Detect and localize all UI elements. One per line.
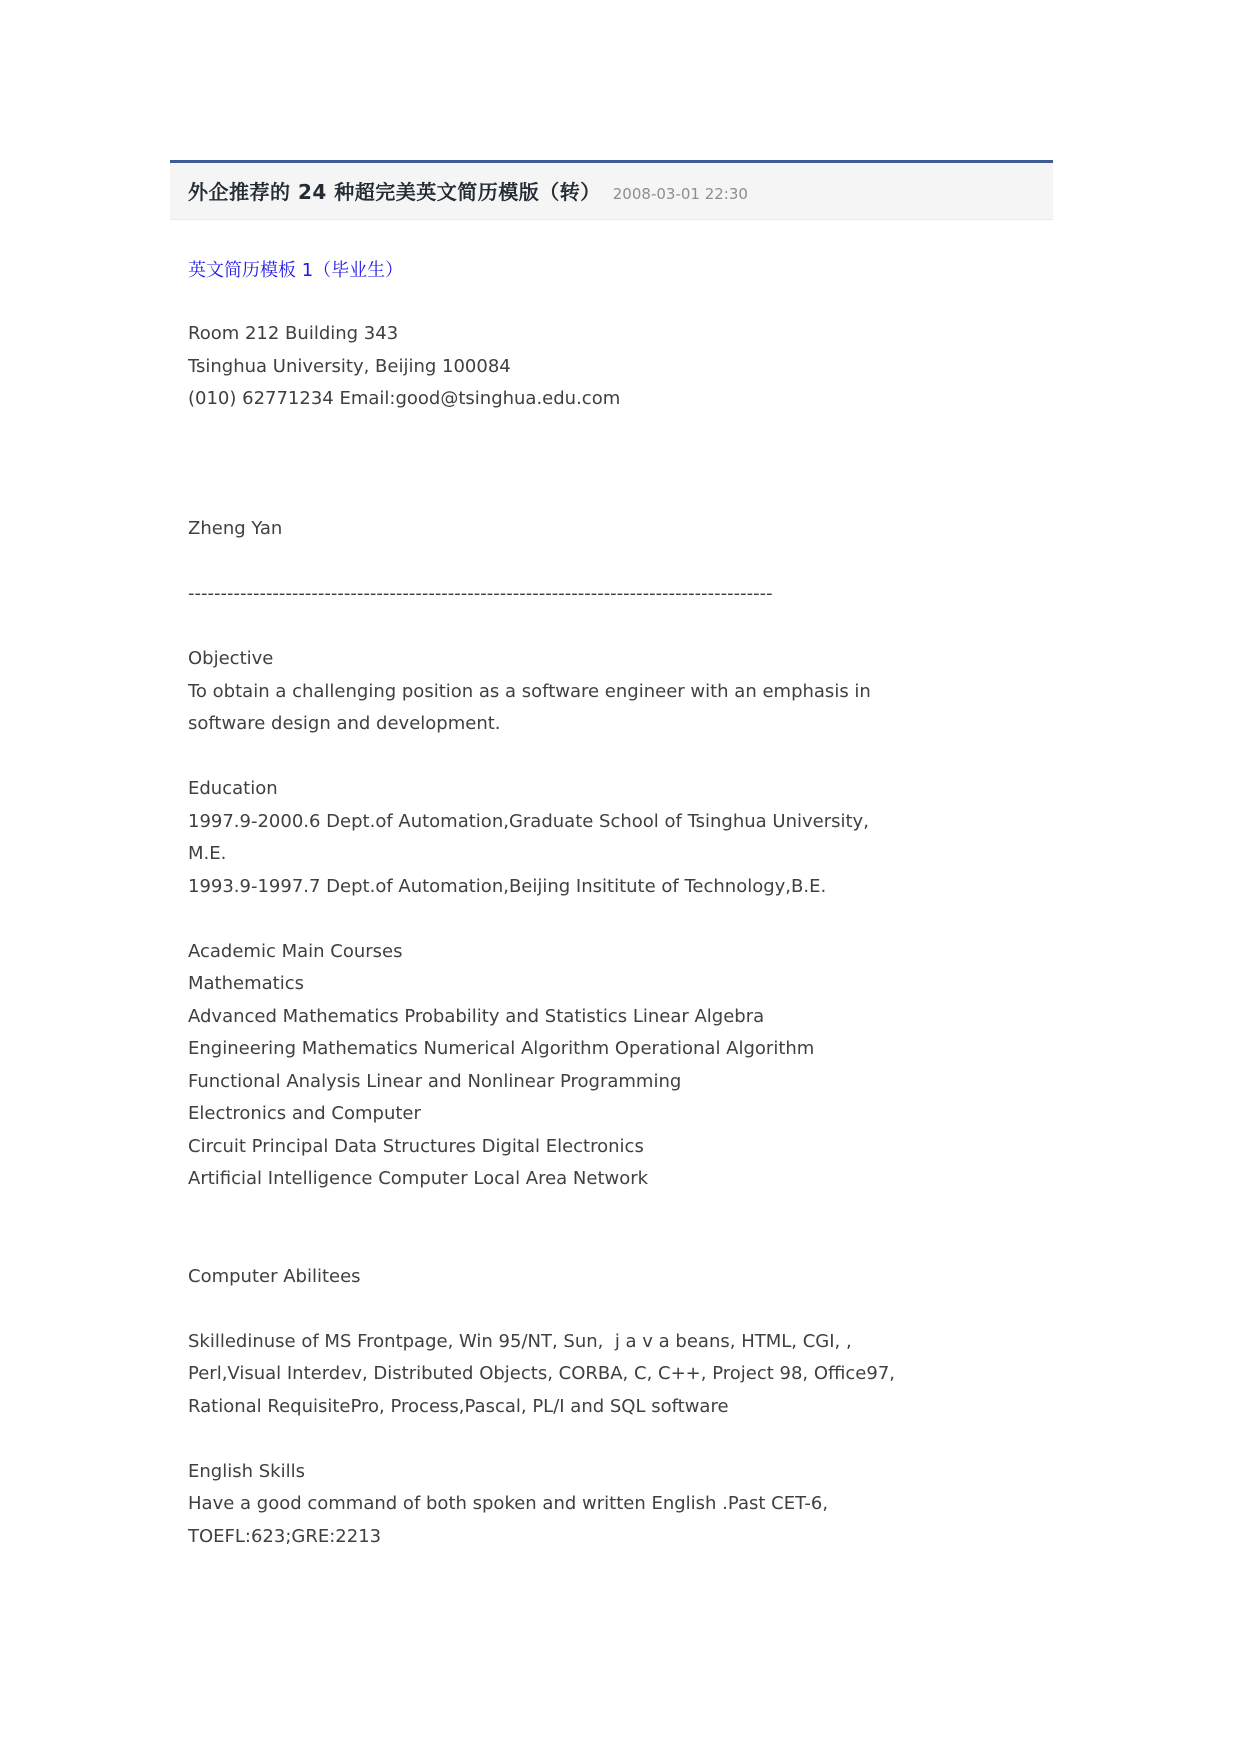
blank-line <box>188 1228 1088 1261</box>
blank-line <box>188 741 1088 774</box>
text-line: TOEFL:623;GRE:2213 <box>188 1525 382 1547</box>
text-line: software design and development. <box>188 713 501 734</box>
text-line: Electronics and Computer <box>188 1103 421 1124</box>
text-line: Rational RequisitePro, Process,Pascal, PL/I and SQL software <box>188 1395 729 1417</box>
text-line: Mathematics <box>188 973 304 994</box>
resume-text <box>188 318 1088 1553</box>
text-line: Objective <box>188 648 274 669</box>
blank-line <box>188 1423 1088 1456</box>
post-body <box>188 256 1088 1553</box>
text-line: (010) 62771234 Email:good@tsinghua.edu.com <box>188 388 621 409</box>
text-line: Skilledinuse of MS Frontpage, Win 95/NT, Sun, j a v a beans, HTML, CGI, , <box>188 1330 852 1352</box>
text-line: Functional Analysis Linear and Nonlinear Programming <box>188 1070 682 1092</box>
text-line: Circuit Principal Data Structures Digital Electronics <box>188 1135 644 1157</box>
text-line: 1997.9-2000.6 Dept.of Automation,Graduate School of Tsinghua University, <box>188 810 869 832</box>
text-line: 1993.9-1997.7 Dept.of Automation,Beijing Insititute of Technology,B.E. <box>188 875 827 897</box>
text-line: Perl,Visual Interdev, Distributed Objects, CORBA, C, C++, Project 98, Office97, <box>188 1363 896 1384</box>
text-line: Advanced Mathematics Probability and Statistics Linear Algebra <box>188 1005 765 1027</box>
blank-line <box>188 903 1088 936</box>
blank-line <box>188 448 1088 481</box>
text-line: To obtain a challenging position as a software engineer with an emphasis in <box>188 680 871 702</box>
text-line: M.E. <box>188 843 227 864</box>
resume-template-link[interactable]: 英文简历模板 1（毕业生） <box>188 260 404 281</box>
post-title: 外企推荐的 24 种超完美英文简历模版（转） <box>188 180 601 204</box>
blank-line <box>188 1196 1088 1229</box>
text-line: Computer Abilitees <box>188 1265 361 1287</box>
blank-line <box>188 611 1088 644</box>
post-timestamp: 2008-03-01 22:30 <box>612 185 748 203</box>
text-line: Have a good command of both spoken and written English .Past CET-6, <box>188 1493 829 1514</box>
text-line: Engineering Mathematics Numerical Algorithm Operational Algorithm <box>188 1038 815 1059</box>
text-line: English Skills <box>188 1460 305 1482</box>
blank-line <box>188 546 1088 579</box>
text-line: Tsinghua University, Beijing 100084 <box>188 355 511 377</box>
blank-line <box>188 416 1088 449</box>
separator-line: ------------------------------------------------------------------------------------------ <box>188 583 773 604</box>
post-header <box>170 160 1053 220</box>
text-line: Artificial Intelligence Computer Local Area Network <box>188 1168 649 1189</box>
text-line: Academic Main Courses <box>188 940 403 962</box>
blank-line <box>188 1293 1088 1326</box>
text-line: Zheng Yan <box>188 518 283 539</box>
blank-line <box>188 481 1088 514</box>
text-line: Education <box>188 778 278 799</box>
text-line: Room 212 Building 343 <box>188 323 399 344</box>
